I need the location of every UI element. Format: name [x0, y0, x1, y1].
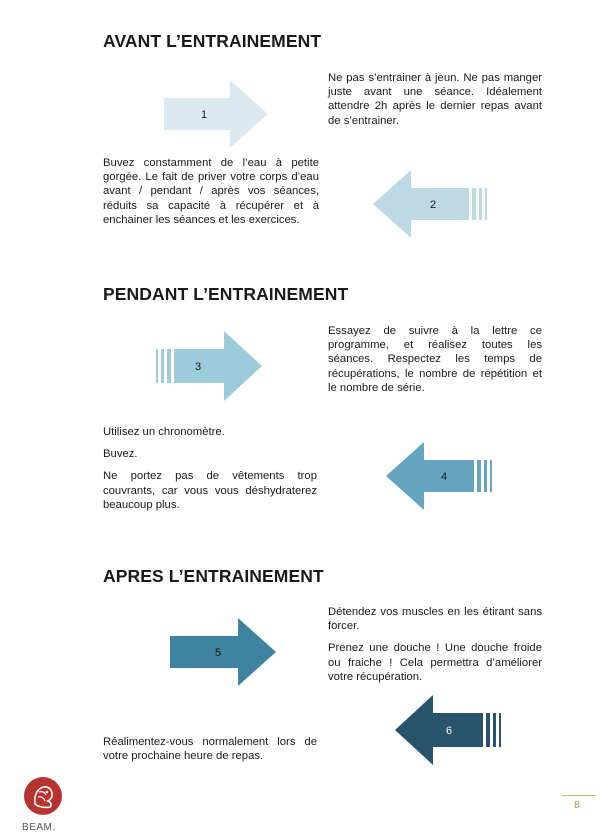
arrow-number-label: 4 — [440, 471, 448, 483]
arrow-left-stripes-icon — [386, 442, 492, 510]
tip-text-3 — [328, 324, 542, 395]
section-title-avant: AVANT L’ENTRAINEMENT — [103, 31, 322, 51]
arrow-shape — [164, 80, 268, 148]
arrow-stripe — [499, 713, 501, 747]
tip-paragraph: Ne pas s’entrainer à jeun. Ne pas manger juste avant une séance. Idéalement attendre 2h après le dernier repas avant de s’entrainer. — [328, 72, 542, 127]
arrow-polygon — [170, 618, 276, 686]
page-number: 8 — [574, 799, 580, 811]
arrow-stripe — [472, 188, 476, 220]
lion-head-icon — [24, 777, 62, 815]
arrow-polygon — [386, 442, 474, 510]
arrow-polygon — [164, 80, 268, 148]
arrow-right-icon — [170, 618, 276, 686]
tip-paragraph: Ne portez pas de vêtements trop couvrants, car vous vous déshydraterez beaucoup plus. — [103, 470, 317, 511]
arrow-right-stripes-icon — [156, 331, 262, 401]
arrow-stripe — [479, 188, 482, 220]
arrow-number-label: 5 — [214, 647, 222, 659]
arrow-number-label: 1 — [200, 109, 208, 121]
arrow-stripe — [490, 460, 492, 492]
arrow-polygon — [174, 331, 262, 401]
footer-divider — [562, 795, 596, 796]
arrow-stripe — [484, 460, 487, 492]
arrow-stripe — [493, 713, 496, 747]
tip-paragraph: Utilisez un chronomètre. — [103, 426, 225, 438]
section-title-pendant: PENDANT L’ENTRAINEMENT — [103, 284, 349, 304]
tip-text-5 — [328, 605, 542, 684]
tip-paragraph: Buvez. — [103, 448, 138, 461]
arrow-polygon — [373, 170, 469, 238]
tip-paragraph: Prenez une douche ! Une douche froide ou fraiche ! Cela permettra d’améliorer votre récupération. — [328, 642, 542, 683]
tip-paragraph: Essayez de suivre à la lettre ce programme, et réalisez toutes les séances. Respectez les temps de récupérations, le nombre de répétition et le nombre de série. — [328, 325, 542, 394]
arrow-left-stripes-icon — [373, 170, 489, 238]
tip-text-2 — [103, 156, 319, 227]
arrow-polygon — [395, 695, 483, 765]
arrow-stripe — [477, 460, 481, 492]
arrow-stripe — [485, 188, 487, 220]
tip-paragraph: Détendez vos muscles en les étirant sans forcer. — [328, 606, 542, 633]
arrow-shape — [156, 331, 262, 401]
arrow-stripe — [161, 349, 164, 383]
arrow-number-label: 3 — [194, 361, 202, 373]
section-title-apres: APRES L’ENTRAINEMENT — [103, 566, 324, 586]
arrow-shape — [386, 442, 492, 510]
arrow-number-label: 6 — [445, 725, 453, 737]
brand-logo — [24, 777, 62, 815]
arrow-right-icon — [164, 80, 268, 148]
arrow-shape — [373, 170, 489, 238]
arrow-left-stripes-icon — [395, 695, 501, 765]
tip-paragraph: Buvez constamment de l’eau à petite gorgée. Le fait de priver votre corps d’eau avant / pendant / après vos séances, réduits sa capacité à récupérer et à enchainer les séances et les exercices. — [103, 157, 319, 226]
brand-name: BEAM. — [22, 822, 56, 833]
arrow-shape — [170, 618, 276, 686]
arrow-stripe — [167, 349, 171, 383]
tip-text-1 — [328, 71, 542, 128]
arrow-number-label: 2 — [429, 199, 437, 211]
arrow-stripe — [486, 713, 490, 747]
arrow-shape — [395, 695, 501, 765]
arrow-stripe — [156, 349, 158, 383]
tip-text-4 — [103, 425, 317, 512]
tip-paragraph: Réalimentez-vous normalement lors de votre prochaine heure de repas. — [103, 736, 317, 763]
tip-text-6 — [103, 735, 317, 763]
